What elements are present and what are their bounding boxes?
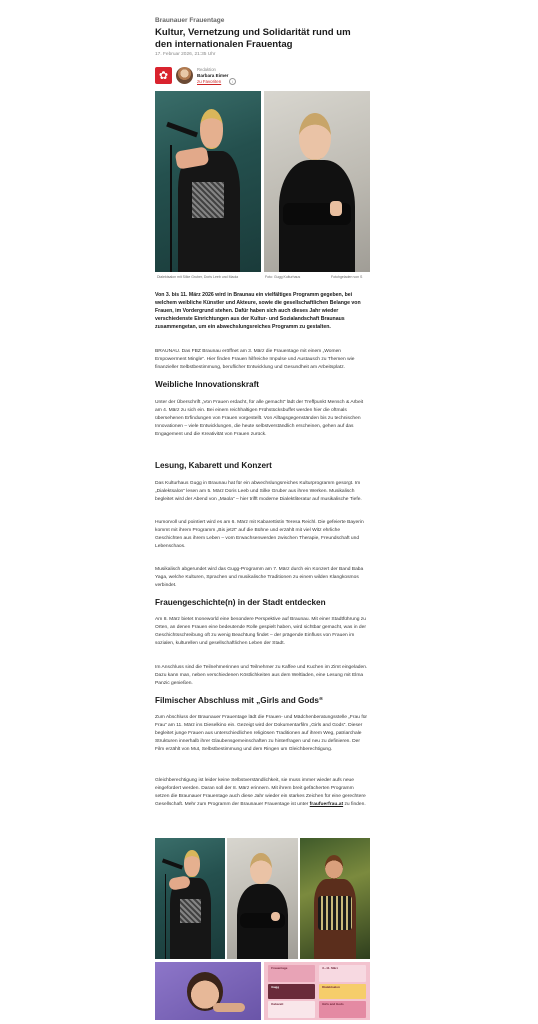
author-role: Redaktion [197,67,216,72]
hero-caption-credit: Foto: Gugg Kulturhaus [265,275,301,279]
avatar[interactable] [176,67,193,84]
paragraph-closing [155,777,368,809]
image-gallery[interactable] [155,838,370,959]
image-gallery-row2[interactable] [155,962,370,1020]
poster-tile: 3.–11. März [319,965,366,981]
gallery-photo-comedian[interactable] [155,962,261,1020]
hero-caption-left: Dialektsalon mit Silke Gruber, Doris Leeb und Maola [157,275,239,279]
photo-head [299,113,331,160]
photo-arm [213,1003,245,1012]
article-lead: Von 3. bis 11. März 2026 wird in Braunau ein vielfältiges Programm gegeben, bei welchem weibliche Künstler und Akteure, sowie die gesellschaftlichen Belange von Frauen, im Vordergrund stehen. Dafür haben sich auch dieses Jahr wieder verschiedenste Einrichtungen aus der Kultur- und Sozialandschaft Braunaus zusammengetan, um ein abwechslungsreiches Programm zu gestalten. [155,292,361,331]
shirt-print [180,899,201,923]
publisher-logo-icon[interactable]: ✿ [155,67,172,84]
paragraph-innovation: Unter der Überschrift „Von Frauen erdacht, für alle gemacht“ lädt der Treffpunkt Mensch & Arbeit am 4. März zu sich ein. Bei einem reichhaltigen Frühstücksbuffet werden hier die oftmals übersehenen Erfindungen von Frauen vorgestellt. Von Alltagsgegenständen bis zu technischen Innovationen – viele Entwicklungen, die heute selbstverständlich erscheinen, gehen auf das Engagement und die Kreativität von Frauen zurück. [155,400,364,437]
paragraph-konzert: Musikalisch abgerundet wird das Gugg-Programm am 7. März durch ein Konzert der Band Baba Yaga, welche Kulturen, Sprachen und musikalische Traditionen zu einem wilden Klangkosmos verbindet. [155,567,364,588]
article-title: Kultur, Vernetzung und Solidarität rund um den internationalen Frauentag [155,27,351,50]
poster-tile: Frauentage [268,965,315,981]
article-date: 17. Februar 2026, 21:35 Uhr [155,52,216,57]
gallery-photo-portrait[interactable] [227,838,298,959]
accordion [318,896,352,930]
photo-head [200,109,223,149]
mic-stand [170,145,172,272]
paragraph-gugg: Das Kulturhaus Gugg in Braunau hat für ein abwechslungsreiches Kulturprogramm gesorgt. Im „Dialektsalon“ lesen am 5. März Doris Leeb und Silke Gruber aus ihren Werken. Musikalisch begleitet wird der Abend von „Maola“ – hier trifft moderne Dialektliteratur auf musikalische Tiefe. [155,481,362,502]
heading-film: Filmischer Abschluss mit „Girls and Gods“ [155,696,324,705]
gallery-photo-musician[interactable] [300,838,370,959]
photo-head [184,850,199,877]
gallery-photo-singer[interactable] [155,838,225,959]
photo-hand [271,912,280,922]
poster-tile: Girls and Gods [319,1001,366,1017]
paragraph-zimt: Im Anschluss sind die Teilnehmerinnen und Teilnehmer zu Kaffee und Kuchen im Zimt eingeladen. Dazu kann man, neben verschiedenen Köstlichkeiten aus dem Weltladen, eine Lesung mit Elma Panzic genießen. [155,665,368,686]
poster-tile: Gugg [268,984,315,999]
article-kicker[interactable]: Braunauer Frauentage [155,17,225,24]
poster-tile: Kabarett [268,1001,315,1017]
heading-innovation: Weibliche Innovationskraft [155,380,260,389]
poster-tile: Dialektsalon [319,984,366,999]
author-box [155,64,370,86]
shirt-print [192,182,224,218]
hero-photo-portrait[interactable] [264,91,370,272]
info-icon[interactable]: i [229,78,236,85]
hero-photo-singer[interactable] [155,91,261,272]
photo-head [325,855,343,879]
gallery-photo-poster[interactable] [264,962,370,1020]
heading-geschichte: Frauengeschichte(n) in der Stadt entdecken [155,598,326,607]
paragraph-fbz: BRAUNAU. Das FBZ Braunau eröffnet am 3. März die Frauentage mit einem „Women Empowerment Mingle“. Hier finden Frauen hilfreiche Impulse und Austausch zu Themen wie finanzieller Selbstbestimmung, beruflicher Entwicklung und Gesundheit am Arbeitsplatz. [155,349,355,370]
hero-caption-right: Fotohgeladen von S [331,275,363,279]
add-favorite-link[interactable]: zu Favoriten [197,79,222,84]
author-name[interactable]: Barbara Eimer [197,73,229,78]
microphone [166,122,198,138]
mic-stand [165,874,166,959]
hero-gallery[interactable] [155,91,370,272]
fraufuerfrau-link[interactable]: fraufuerfrau.at [309,801,344,807]
paragraph-stadtfuehrung: Am 8. März bietet Inoneworld eine besondere Perspektive auf Braunau. Mit einer Stadtführung zu Orten, an denen Frauen eine bedeutende Rolle gespielt haben, wird sichtbar gemacht, was in der Geschichtsschreibung oft zu wenig Beachtung findet – der prägende Einfluss von Frauen im sozialen, kulturellen und gesellschaftlichen Leben der Stadt. [155,617,366,646]
closing-suffix: zu finden. [343,801,366,807]
paragraph-film: Zum Abschluss der Braunauer Frauentage lädt die Frauen- und Mädchenberatungsstelle „Frau für Frau“ am 11. März ins Dieselkino ein. Gezeigt wird der Dokumentarfilm „Girls and Gods“. Dieser begleitet junge Frauen aus unterschiedlichen religiösen Traditionen auf ihrem Weg, patriarchale Strukturen innerhalb ihrer Glaubensgemeinschaften zu hinterfragen und neu zu definieren. Der Film erzählt von Mut, Selbstbestimmung und dem Ringen um Gleichberechtigung. [155,715,368,752]
microphone [162,859,183,870]
heading-lesung: Lesung, Kabarett und Konzert [155,461,272,470]
photo-hand [330,201,343,215]
photo-head [250,853,271,884]
closing-text: Gleichberechtigung ist leider keine Selbstverständlichkeit, sie muss immer wieder aufs neue eingefordert werden. Daran soll der 8. März erinnern. Mit ihrem breit gefächerten Programm setzen die Braunauer Frauentage auch diese Jahr wieder ein starkes Zeichen für eine gerechtere Gesellschaft. Mehr zum Programm der Braunauer Frauentage ist unter [155,778,366,807]
paragraph-kabarett: Humorvoll und pointiert wird es am 6. März mit Kabarettistin Teresa Reichl. Die gefeierte Bayerin kommt mit ihrem Programm „Bis jetzt“ auf die Bühne und erzählt mit viel Witz ehrliche Geschichten aus ihrem Leben – vom Erwachsenwerden zwischen Therapie, Freundschaft und Lebenschaos. [155,520,364,549]
